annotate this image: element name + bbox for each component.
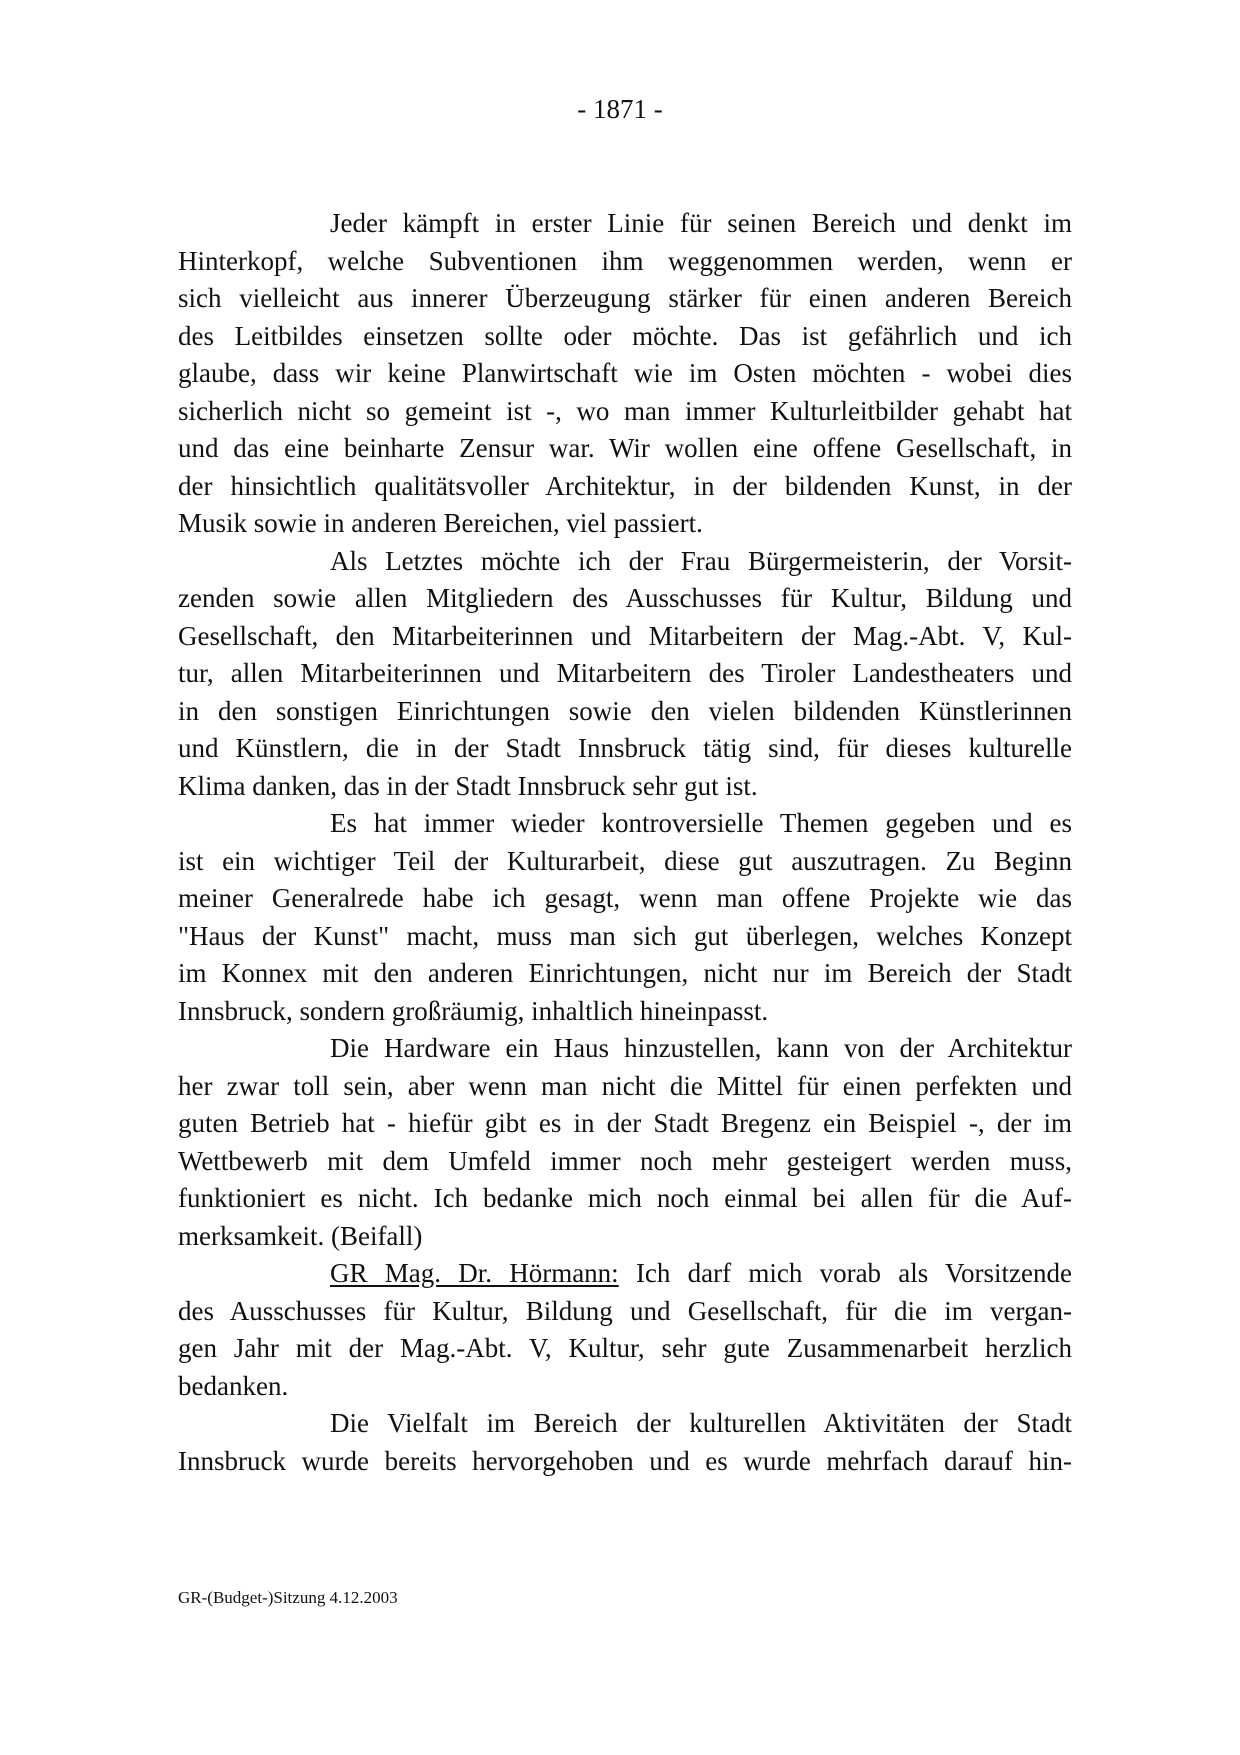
- text-line: [178, 430, 1072, 468]
- text-line: [178, 1405, 1072, 1443]
- line-text: Innsbruck wurde bereits hervorgehoben und es wurde mehrfach darauf hin-: [178, 1445, 1072, 1476]
- line-text: funktioniert es nicht. Ich bedanke mich noch einmal bei allen für die Auf-: [178, 1183, 1072, 1213]
- paragraph: [178, 1405, 1072, 1480]
- line-text: meiner Generalrede habe ich gesagt, wenn man offene Projekte wie das: [178, 883, 1072, 913]
- line-text: merksamkeit. (Beifall): [178, 1220, 423, 1251]
- line-text: Innsbruck, sondern großräumig, inhaltlich hineinpasst.: [178, 995, 769, 1026]
- text-line: [178, 543, 1072, 581]
- text-line: [178, 468, 1072, 506]
- paragraph: [178, 805, 1072, 1030]
- line-text: der hinsichtlich qualitätsvoller Architektur, in der bildenden Kunst, in der: [178, 470, 1072, 501]
- line-text: Jeder kämpft in erster Linie für seinen Bereich und denkt im: [330, 208, 1072, 238]
- paragraph: [178, 543, 1072, 806]
- line-text: ist ein wichtiger Teil der Kulturarbeit, diese gut auszutragen. Zu Beginn: [178, 845, 1072, 876]
- document-body: [178, 205, 1072, 1480]
- text-line: [178, 1443, 1072, 1481]
- text-line: [178, 1368, 1072, 1406]
- text-line: [178, 768, 1072, 806]
- line-text: Musik sowie in anderen Bereichen, viel passiert.: [178, 508, 703, 538]
- line-text: Die Hardware ein Haus hinzustellen, kann von der Architektur: [330, 1033, 1072, 1063]
- text-line: [178, 1180, 1072, 1218]
- line-text: guten Betrieb hat - hiefür gibt es in der Stadt Bregenz ein Beispiel -, der im: [178, 1108, 1072, 1138]
- text-line: [178, 1330, 1072, 1368]
- text-line: [178, 1068, 1072, 1106]
- line-text: und das eine beinharte Zensur war. Wir wollen eine offene Gesellschaft, in: [178, 433, 1072, 463]
- line-text: des Leitbildes einsetzen sollte oder möchte. Das ist gefährlich und ich: [178, 320, 1072, 351]
- text-line: [178, 1105, 1072, 1143]
- line-text: in den sonstigen Einrichtungen sowie den vielen bildenden Künstlerinnen: [178, 695, 1072, 726]
- line-text: sicherlich nicht so gemeint ist -, wo man immer Kulturleitbilder gehabt hat: [178, 395, 1072, 426]
- text-line: [178, 693, 1072, 731]
- paragraph: [178, 1030, 1072, 1255]
- line-text: sich vielleicht aus innerer Überzeugung stärker für einen anderen Bereich: [178, 283, 1072, 313]
- text-line: [178, 843, 1072, 881]
- text-line: [178, 955, 1072, 993]
- line-text: des Ausschusses für Kultur, Bildung und Gesellschaft, für die im vergan-: [178, 1295, 1072, 1326]
- text-line: [178, 318, 1072, 356]
- text-line: [178, 993, 1072, 1031]
- line-text: "Haus der Kunst" macht, muss man sich gut überlegen, welches Konzept: [178, 920, 1072, 951]
- text-line: [178, 730, 1072, 768]
- line-text: zenden sowie allen Mitgliedern des Ausschusses für Kultur, Bildung und: [178, 583, 1072, 613]
- line-text: tur, allen Mitarbeiterinnen und Mitarbeitern des Tiroler Landestheaters und: [178, 658, 1072, 688]
- paragraph: [178, 1255, 1072, 1405]
- text-line: [178, 918, 1072, 956]
- text-line: [178, 805, 1072, 843]
- paragraph: [178, 205, 1072, 543]
- text-line: [178, 393, 1072, 431]
- text-line: [178, 280, 1072, 318]
- text-line: [178, 655, 1072, 693]
- line-text: glaube, dass wir keine Planwirtschaft wie im Osten möchten - wobei dies: [178, 358, 1072, 388]
- text-line: [178, 1218, 1072, 1256]
- page-footer: GR-(Budget-)Sitzung 4.12.2003: [178, 1588, 398, 1607]
- line-text: Gesellschaft, den Mitarbeiterinnen und Mitarbeitern der Mag.-Abt. V, Kul-: [178, 620, 1072, 651]
- text-line: [178, 1030, 1072, 1068]
- line-text: Hinterkopf, welche Subventionen ihm weggenommen werden, wenn er: [178, 245, 1072, 276]
- page-number: - 1871 -: [577, 94, 663, 124]
- line-text: Es hat immer wieder kontroversielle Themen gegeben und es: [330, 808, 1072, 838]
- text-line: [178, 355, 1072, 393]
- line-text: Die Vielfalt im Bereich der kulturellen Aktivitäten der Stadt: [330, 1408, 1072, 1438]
- line-text: im Konnex mit den anderen Einrichtungen, nicht nur im Bereich der Stadt: [178, 958, 1072, 988]
- text-line: [178, 880, 1072, 918]
- line-text: Klima danken, das in der Stadt Innsbruck sehr gut ist.: [178, 770, 758, 801]
- text-line: [178, 1143, 1072, 1181]
- line-text: gen Jahr mit der Mag.-Abt. V, Kultur, sehr gute Zusammenarbeit herzlich: [178, 1333, 1072, 1363]
- text-line: [178, 505, 1072, 543]
- text-line: [178, 618, 1072, 656]
- text-line: [178, 243, 1072, 281]
- line-text: Wettbewerb mit dem Umfeld immer noch mehr gesteigert werden muss,: [178, 1145, 1072, 1176]
- text-line: [178, 580, 1072, 618]
- line-text: bedanken.: [178, 1370, 289, 1401]
- line-text: her zwar toll sein, aber wenn man nicht die Mittel für einen perfekten und: [178, 1070, 1072, 1101]
- speaker-name: GR Mag. Dr. Hörmann:: [330, 1258, 619, 1288]
- text-line: [178, 205, 1072, 243]
- line-text: Ich darf mich vorab als Vorsitzende: [635, 1258, 1072, 1288]
- line-text: und Künstlern, die in der Stadt Innsbruck tätig sind, für dieses kulturelle: [178, 733, 1072, 763]
- text-line: [178, 1255, 1072, 1293]
- line-text: Als Letztes möchte ich der Frau Bürgermeisterin, der Vorsit-: [330, 545, 1072, 576]
- text-line: [178, 1293, 1072, 1331]
